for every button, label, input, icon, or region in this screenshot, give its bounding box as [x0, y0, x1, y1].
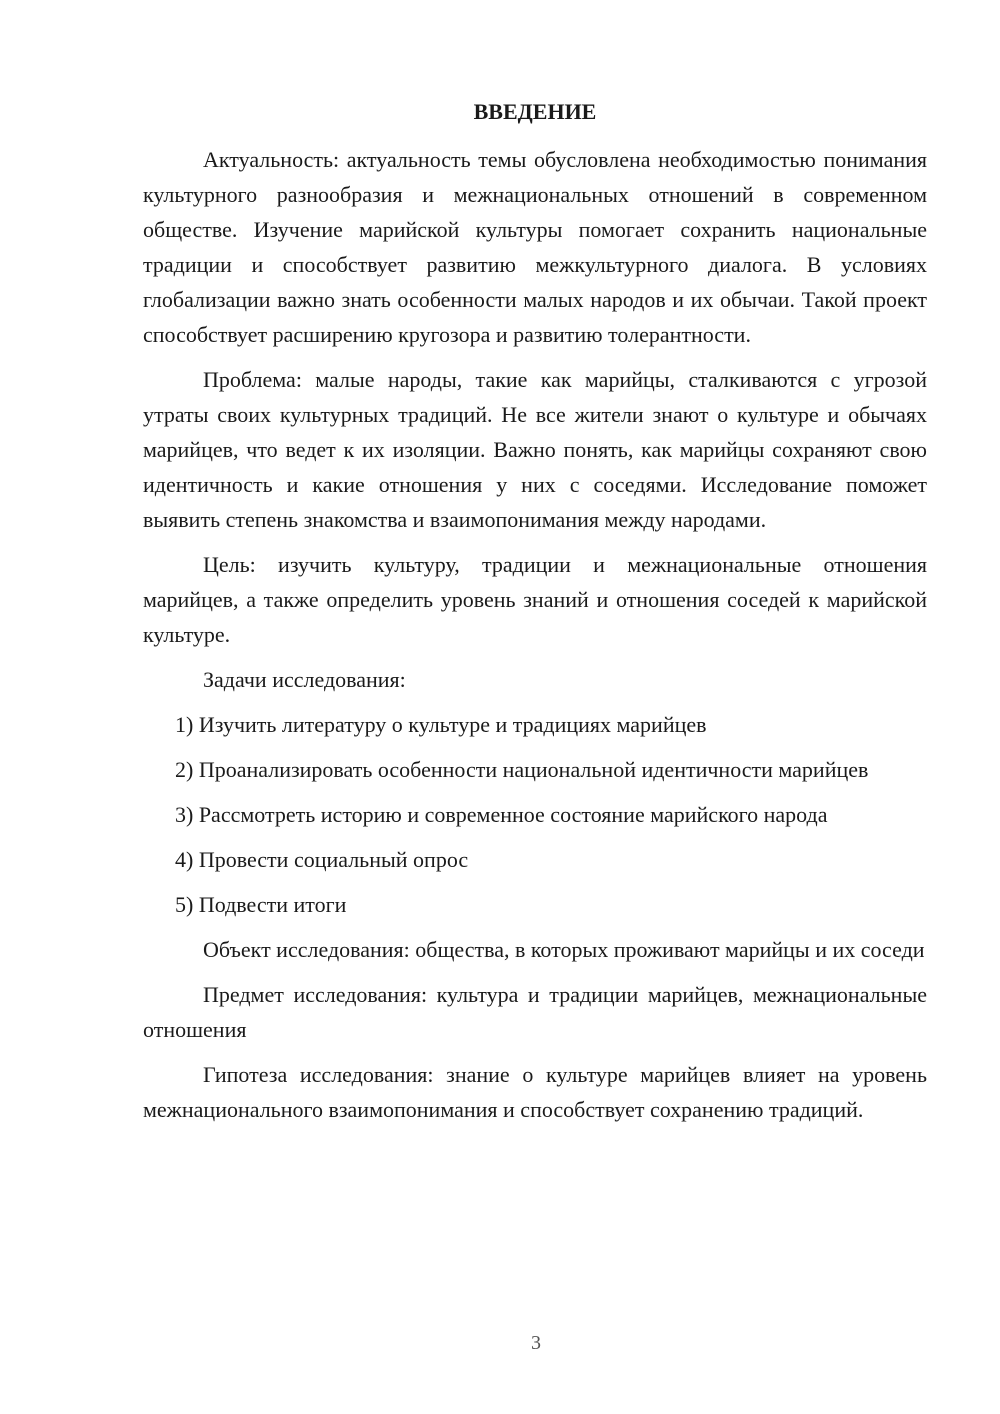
hypothesis-paragraph: Гипотеза исследования: знание о культуре марийцев влияет на уровень межнационального взаимопонимания и способствует сохранению традиций.	[143, 1062, 927, 1122]
tasks-list	[143, 707, 927, 922]
subject-paragraph: Предмет исследования: культура и традиции марийцев, межнациональные отношения	[143, 982, 927, 1042]
list-item: 5) Подвести итоги	[175, 892, 347, 917]
relevance-paragraph: Актуальность: актуальность темы обусловлена необходимостью понимания культурного разнообразия и межнациональных отношений в современном обществе. Изучение марийской культуры помогает сохранить национальные традиции и способствует развитию межкультурного диалога. В условиях глобализации важно знать особенности малых народов и их обычаи. Такой проект способствует расширению кругозора и развитию толерантности.	[143, 147, 927, 347]
tasks-heading: Задачи исследования:	[203, 667, 406, 692]
document-page	[143, 92, 927, 1127]
goal-paragraph: Цель: изучить культуру, традиции и межнациональные отношения марийцев, а также определить уровень знаний и отношения соседей к марийской культуре.	[143, 552, 927, 647]
list-item: 2) Проанализировать особенности национальной идентичности марийцев	[175, 757, 869, 782]
page-number: 3	[531, 1332, 541, 1354]
list-item: 3) Рассмотреть историю и современное состояние марийского народа	[175, 802, 828, 827]
object-paragraph: Объект исследования: общества, в которых проживают марийцы и их соседи	[203, 937, 925, 962]
list-item: 4) Провести социальный опрос	[175, 847, 469, 872]
list-item: 1) Изучить литературу о культуре и традициях марийцев	[175, 712, 707, 737]
page-title: ВВЕДЕНИЕ	[473, 99, 597, 124]
problem-paragraph: Проблема: малые народы, такие как марийцы, сталкиваются с угрозой утраты своих культурных традиций. Не все жители знают о культуре и обычаях марийцев, что ведет к их изоляции. Важно понять, как марийцы сохраняют свою идентичность и какие отношения у них с соседями. Исследование поможет выявить степень знакомства и взаимопонимания между народами.	[143, 367, 927, 532]
